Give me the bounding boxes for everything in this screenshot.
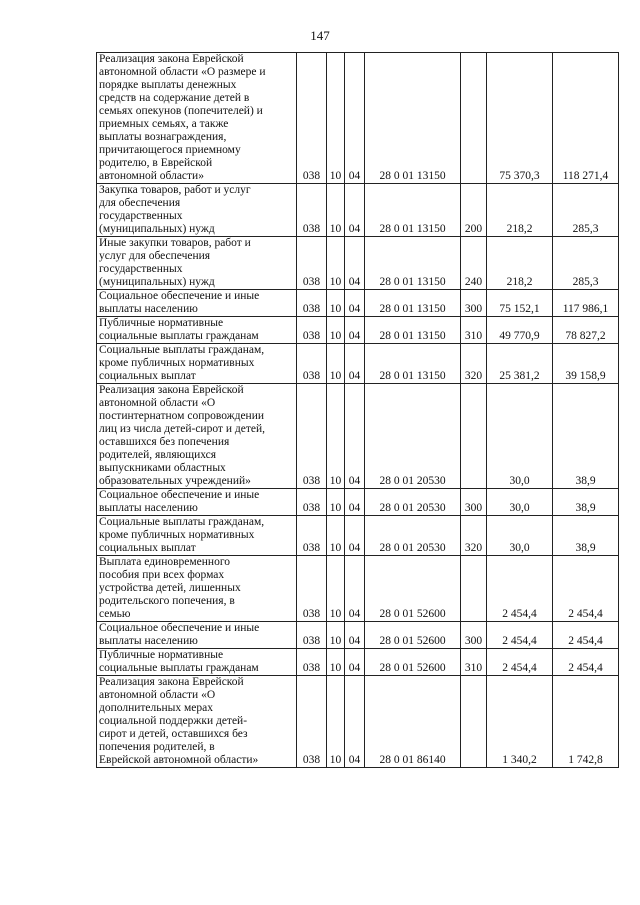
target-article-cell: 28 0 01 13150 (365, 237, 461, 290)
amount-year2-cell: 78 827,2 (553, 317, 619, 344)
subsection-cell: 04 (345, 516, 365, 556)
grbs-cell: 038 (297, 622, 327, 649)
item-name-line: выпускниками областных (99, 462, 226, 474)
page-number: 147 (310, 28, 330, 43)
item-name-line: выплаты населению (99, 303, 198, 315)
item-name-cell (97, 516, 297, 556)
expense-type-cell: 300 (461, 489, 487, 516)
subsection-cell: 04 (345, 344, 365, 384)
subsection-cell: 04 (345, 53, 365, 184)
item-name-line: Иные закупки товаров, работ и (99, 237, 251, 249)
section-cell: 10 (327, 622, 345, 649)
item-name-line: образовательных учреждений» (99, 475, 251, 487)
item-name-line: автономной области «О размере и (99, 66, 266, 78)
item-name-line: семью (99, 608, 131, 620)
item-name-line: Социальное обеспечение и иные (99, 622, 260, 634)
expense-type-cell (461, 556, 487, 622)
subsection-cell: 04 (345, 489, 365, 516)
amount-year1-cell: 2 454,4 (487, 556, 553, 622)
item-name-line: социальные выплаты гражданам (99, 662, 259, 674)
target-article-cell: 28 0 01 13150 (365, 53, 461, 184)
item-name-line: Социальное обеспечение и иные (99, 290, 260, 302)
item-name-line: автономной области «О (99, 397, 216, 409)
item-name-line: (муниципальных) нужд (99, 276, 215, 288)
grbs-cell: 038 (297, 184, 327, 237)
target-article-cell: 28 0 01 52600 (365, 556, 461, 622)
table-row (97, 676, 619, 768)
expense-type-cell: 300 (461, 622, 487, 649)
item-name-line: социальных выплат (99, 542, 196, 554)
item-name-line: Публичные нормативные (99, 317, 224, 329)
subsection-cell: 04 (345, 556, 365, 622)
table-row (97, 556, 619, 622)
grbs-cell: 038 (297, 290, 327, 317)
item-name-line: социальные выплаты гражданам (99, 330, 259, 342)
amount-year1-cell: 30,0 (487, 489, 553, 516)
table-row (97, 516, 619, 556)
item-name-line: государственных (99, 263, 183, 275)
grbs-cell: 038 (297, 556, 327, 622)
target-article-cell: 28 0 01 52600 (365, 649, 461, 676)
item-name-line: автономной области «О (99, 689, 216, 701)
item-name-line: Выплата единовременного (99, 556, 231, 568)
subsection-cell: 04 (345, 676, 365, 768)
section-cell: 10 (327, 384, 345, 489)
amount-year2-cell: 38,9 (553, 489, 619, 516)
table-row (97, 290, 619, 317)
section-cell: 10 (327, 317, 345, 344)
amount-year2-cell: 1 742,8 (553, 676, 619, 768)
item-name-line: социальной поддержки детей- (99, 715, 248, 727)
grbs-cell: 038 (297, 489, 327, 516)
item-name-cell (97, 184, 297, 237)
amount-year2-cell: 285,3 (553, 184, 619, 237)
section-cell: 10 (327, 344, 345, 384)
amount-year2-cell: 285,3 (553, 237, 619, 290)
grbs-cell: 038 (297, 237, 327, 290)
item-name-line: средств на содержание детей в (99, 92, 250, 104)
target-article-cell: 28 0 01 13150 (365, 317, 461, 344)
amount-year2-cell: 38,9 (553, 516, 619, 556)
item-name-cell (97, 676, 297, 768)
grbs-cell: 038 (297, 649, 327, 676)
table-row (97, 384, 619, 489)
expense-type-cell: 310 (461, 317, 487, 344)
item-name-cell (97, 489, 297, 516)
amount-year1-cell: 218,2 (487, 184, 553, 237)
subsection-cell: 04 (345, 290, 365, 317)
amount-year1-cell: 2 454,4 (487, 622, 553, 649)
grbs-cell: 038 (297, 384, 327, 489)
item-name-line: устройства детей, лишенных (99, 582, 241, 594)
grbs-cell: 038 (297, 53, 327, 184)
amount-year1-cell: 30,0 (487, 384, 553, 489)
subsection-cell: 04 (345, 622, 365, 649)
amount-year2-cell: 39 158,9 (553, 344, 619, 384)
amount-year2-cell: 2 454,4 (553, 622, 619, 649)
expense-type-cell: 320 (461, 344, 487, 384)
item-name-cell (97, 237, 297, 290)
target-article-cell: 28 0 01 13150 (365, 290, 461, 317)
grbs-cell: 038 (297, 344, 327, 384)
item-name-line: причитающегося приемному (99, 144, 241, 156)
budget-table-body (97, 53, 619, 768)
amount-year2-cell: 118 271,4 (553, 53, 619, 184)
target-article-cell: 28 0 01 13150 (365, 184, 461, 237)
amount-year1-cell: 2 454,4 (487, 649, 553, 676)
expense-type-cell: 320 (461, 516, 487, 556)
table-row (97, 237, 619, 290)
item-name-line: автономной области» (99, 170, 204, 182)
item-name-line: попечения родителей, в (99, 741, 215, 753)
section-cell: 10 (327, 676, 345, 768)
item-name-line: услуг для обеспечения (99, 250, 211, 262)
item-name-line: Реализация закона Еврейской (99, 676, 244, 688)
item-name-line: Реализация закона Еврейской (99, 53, 244, 65)
amount-year1-cell: 30,0 (487, 516, 553, 556)
grbs-cell: 038 (297, 317, 327, 344)
amount-year1-cell: 75 370,3 (487, 53, 553, 184)
item-name-line: выплаты населению (99, 635, 198, 647)
target-article-cell: 28 0 01 20530 (365, 384, 461, 489)
section-cell: 10 (327, 556, 345, 622)
section-cell: 10 (327, 489, 345, 516)
item-name-cell (97, 317, 297, 344)
grbs-cell: 038 (297, 676, 327, 768)
item-name-line: кроме публичных нормативных (99, 529, 255, 541)
target-article-cell: 28 0 01 20530 (365, 489, 461, 516)
table-row (97, 184, 619, 237)
amount-year2-cell: 38,9 (553, 384, 619, 489)
amount-year2-cell: 2 454,4 (553, 556, 619, 622)
expense-type-cell (461, 384, 487, 489)
budget-table (96, 52, 619, 768)
item-name-line: постинтернатном сопровождении (99, 410, 265, 422)
item-name-cell (97, 622, 297, 649)
table-row (97, 344, 619, 384)
section-cell: 10 (327, 237, 345, 290)
amount-year1-cell: 1 340,2 (487, 676, 553, 768)
section-cell: 10 (327, 53, 345, 184)
amount-year1-cell: 75 152,1 (487, 290, 553, 317)
item-name-line: лиц из числа детей-сирот и детей, (99, 423, 265, 435)
item-name-line: оставшихся без попечения (99, 436, 230, 448)
subsection-cell: 04 (345, 649, 365, 676)
item-name-line: пособия при всех формах (99, 569, 225, 581)
item-name-line: сирот и детей, оставшихся без (99, 728, 248, 740)
subsection-cell: 04 (345, 184, 365, 237)
item-name-line: Социальные выплаты гражданам, (99, 344, 265, 356)
table-row (97, 622, 619, 649)
subsection-cell: 04 (345, 384, 365, 489)
item-name-line: Социальные выплаты гражданам, (99, 516, 265, 528)
item-name-line: порядке выплаты денежных (99, 79, 237, 91)
target-article-cell: 28 0 01 86140 (365, 676, 461, 768)
amount-year1-cell: 25 381,2 (487, 344, 553, 384)
expense-type-cell (461, 53, 487, 184)
item-name-line: родительского попечения, в (99, 595, 235, 607)
expense-type-cell: 200 (461, 184, 487, 237)
target-article-cell: 28 0 01 20530 (365, 516, 461, 556)
section-cell: 10 (327, 649, 345, 676)
item-name-line: дополнительных мерах (99, 702, 214, 714)
subsection-cell: 04 (345, 317, 365, 344)
section-cell: 10 (327, 516, 345, 556)
item-name-line: кроме публичных нормативных (99, 357, 255, 369)
section-cell: 10 (327, 184, 345, 237)
item-name-line: (муниципальных) нужд (99, 223, 215, 235)
item-name-line: выплаты вознаграждения, (99, 131, 227, 143)
item-name-cell (97, 649, 297, 676)
target-article-cell: 28 0 01 52600 (365, 622, 461, 649)
amount-year1-cell: 218,2 (487, 237, 553, 290)
expense-type-cell (461, 676, 487, 768)
item-name-line: приемных семьях, а также (99, 118, 229, 130)
table-row (97, 649, 619, 676)
item-name-cell (97, 290, 297, 317)
item-name-cell (97, 344, 297, 384)
item-name-line: семьях опекунов (попечителей) и (99, 105, 263, 117)
amount-year2-cell: 117 986,1 (553, 290, 619, 317)
table-row (97, 317, 619, 344)
item-name-line: социальных выплат (99, 370, 196, 382)
item-name-line: Закупка товаров, работ и услуг (99, 184, 251, 196)
item-name-line: Еврейской автономной области» (99, 754, 259, 766)
item-name-line: родителей, являющихся (99, 449, 217, 461)
expense-type-cell: 310 (461, 649, 487, 676)
section-cell: 10 (327, 290, 345, 317)
target-article-cell: 28 0 01 13150 (365, 344, 461, 384)
item-name-line: государственных (99, 210, 183, 222)
item-name-cell (97, 53, 297, 184)
table-row (97, 489, 619, 516)
amount-year1-cell: 49 770,9 (487, 317, 553, 344)
item-name-cell (97, 556, 297, 622)
item-name-line: Публичные нормативные (99, 649, 224, 661)
expense-type-cell: 300 (461, 290, 487, 317)
expense-type-cell: 240 (461, 237, 487, 290)
table-row (97, 53, 619, 184)
item-name-cell (97, 384, 297, 489)
item-name-line: для обеспечения (99, 197, 181, 209)
item-name-line: родителю, в Еврейской (99, 157, 213, 169)
grbs-cell: 038 (297, 516, 327, 556)
subsection-cell: 04 (345, 237, 365, 290)
amount-year2-cell: 2 454,4 (553, 649, 619, 676)
item-name-line: Социальное обеспечение и иные (99, 489, 260, 501)
item-name-line: выплаты населению (99, 502, 198, 514)
item-name-line: Реализация закона Еврейской (99, 384, 244, 396)
